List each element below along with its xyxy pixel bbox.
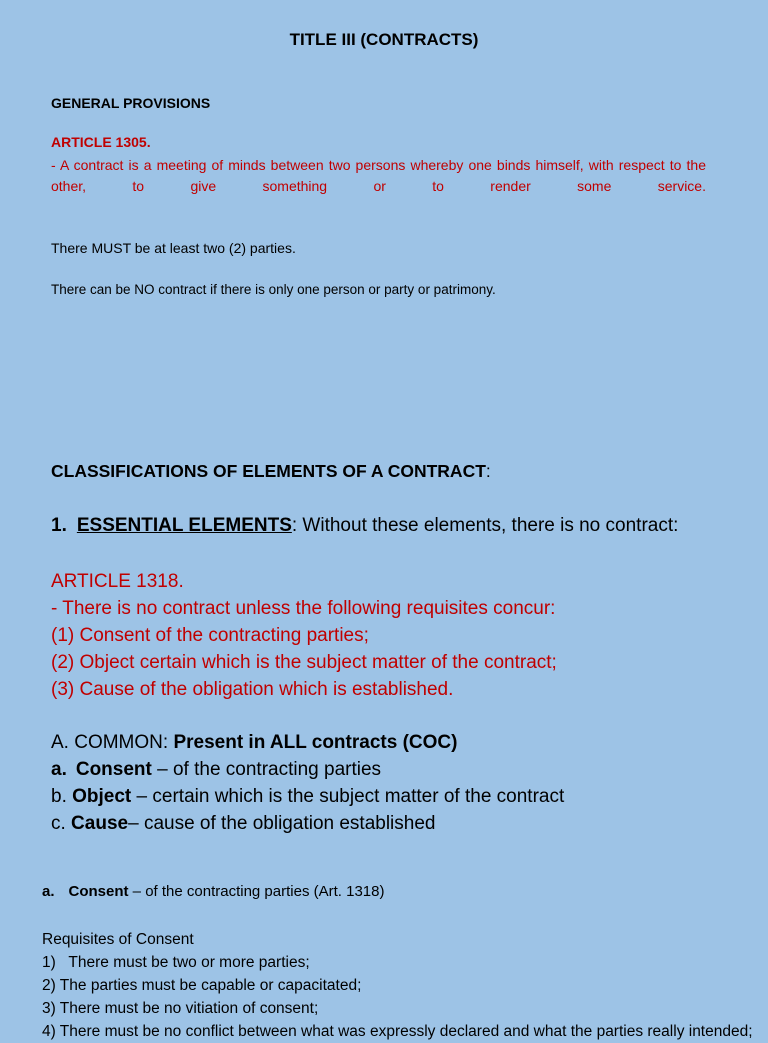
common-item-text: – of the contracting parties xyxy=(151,759,382,780)
list-marker: c. xyxy=(51,813,66,834)
list-marker: a. xyxy=(51,759,67,780)
essential-elements-label: ESSENTIAL ELEMENTS xyxy=(76,515,292,536)
article-1318-block xyxy=(51,568,557,703)
common-heading-a: A. COMMON: xyxy=(51,732,174,753)
section-heading-general-provisions: GENERAL PROVISIONS xyxy=(51,95,211,111)
common-item-term: Object xyxy=(66,786,132,807)
common-item-term: Consent xyxy=(75,759,152,780)
article-1305-text: - A contract is a meeting of minds between two persons whereby one binds himself, with respect to the other, to give something or to render some service. xyxy=(51,157,706,194)
requisites-block xyxy=(42,928,753,1043)
list-marker: b. xyxy=(51,786,67,807)
requisites-heading: Requisites of Consent xyxy=(42,931,194,948)
article-1305-heading: ARTICLE 1305. xyxy=(51,134,151,150)
requisite-item: 2) The parties must be capable or capacitated; xyxy=(42,977,362,994)
classifications-heading-colon: : xyxy=(485,461,491,481)
common-heading-b: Present in ALL contracts (COC) xyxy=(173,732,458,753)
consent-detail-text: – of the contracting parties (Art. 1318) xyxy=(128,883,385,900)
common-item-object xyxy=(51,783,564,810)
common-item-text: – cause of the obligation established xyxy=(128,813,436,834)
consent-detail-term: Consent xyxy=(68,883,129,900)
article-1318-line: (3) Cause of the obligation which is established. xyxy=(51,679,454,700)
note-no-contract: There can be NO contract if there is only one person or party or patrimony. xyxy=(51,282,496,297)
common-item-term: Cause xyxy=(65,813,129,834)
article-1318-line: - There is no contract unless the following requisites concur: xyxy=(51,598,556,619)
common-elements-block xyxy=(51,729,564,837)
requisite-item: 4) There must be no conflict between what was expressly declared and what the parties really intended; xyxy=(42,1023,753,1040)
article-1318-line: (1) Consent of the contracting parties; xyxy=(51,625,369,646)
essential-elements-text: : Without these elements, there is no contract: xyxy=(291,515,679,536)
common-item-text: – certain which is the subject matter of the contract xyxy=(131,786,565,807)
common-item-consent xyxy=(51,756,564,783)
article-1318-heading: ARTICLE 1318. xyxy=(51,571,184,592)
requisite-item: 1) There must be two or more parties; xyxy=(42,954,310,971)
note-two-parties: There MUST be at least two (2) parties. xyxy=(51,240,296,256)
classifications-heading xyxy=(51,461,491,482)
essential-elements-line xyxy=(51,515,678,537)
essential-number: 1. xyxy=(51,515,67,536)
consent-detail-line xyxy=(42,883,384,900)
common-item-cause xyxy=(51,810,564,837)
page-title: TITLE III (CONTRACTS) xyxy=(289,30,479,49)
list-marker: a. xyxy=(42,883,55,900)
article-1318-line: (2) Object certain which is the subject matter of the contract; xyxy=(51,652,557,673)
common-heading xyxy=(51,729,564,756)
classifications-heading-text: CLASSIFICATIONS OF ELEMENTS OF A CONTRACT xyxy=(51,461,486,481)
requisite-item: 3) There must be no vitiation of consent; xyxy=(42,1000,319,1017)
